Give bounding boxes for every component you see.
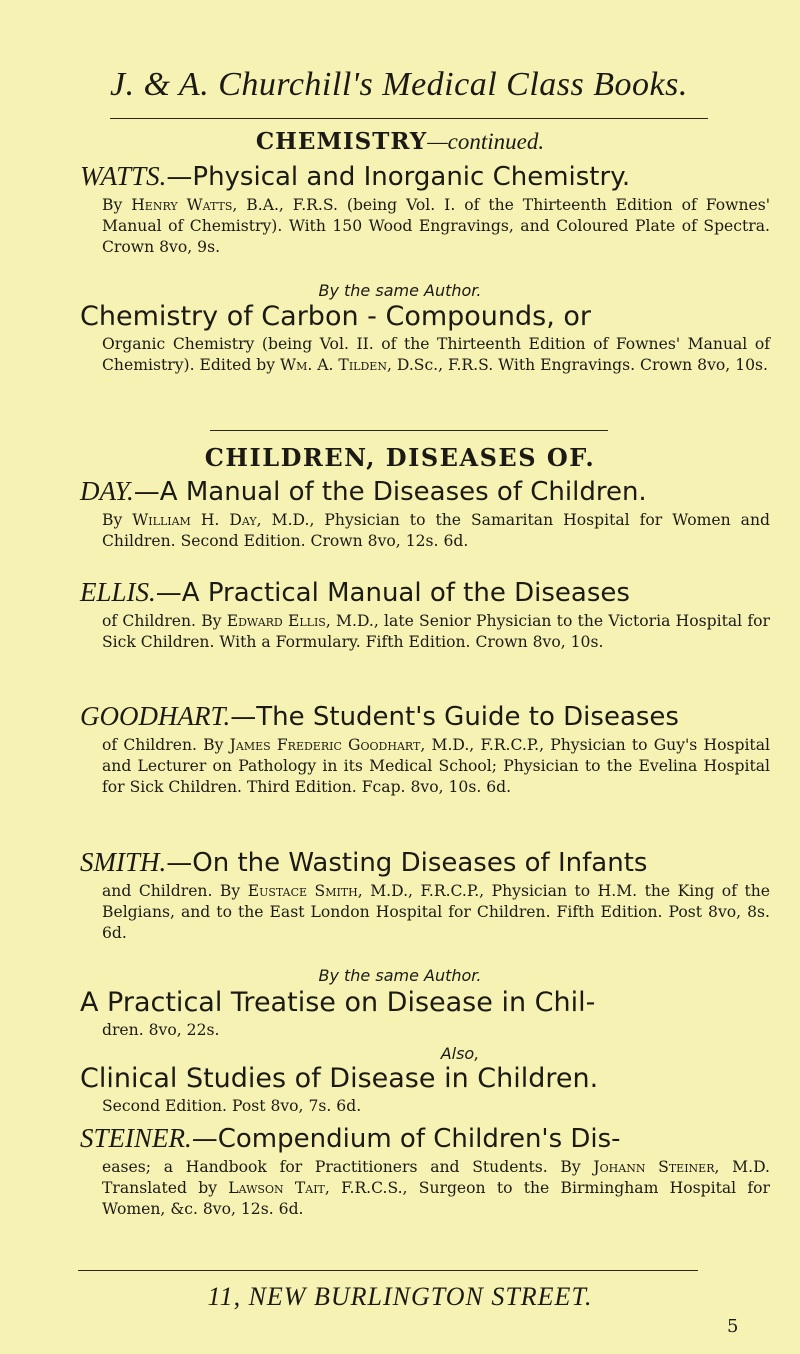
entry-ellis [80, 574, 770, 653]
top-rule [110, 118, 708, 119]
entry-title: —Physical and Inorganic Chemistry. [166, 162, 631, 192]
entry-title: A Practical Treatise on Disease in Chil- [80, 987, 596, 1018]
publisher-address: 11, NEW BURLINGTON STREET. [207, 1282, 593, 1311]
entry-description: By Henry Watts, B.A., F.R.S. (being Vol. I. of the Thirteenth Edition of Fownes' Manual of Chemistry). With 150 Wood Engravings, and Coloured Plate of Spectra. Crown 8vo, 9s. [102, 196, 771, 256]
entry-author: WATTS. [80, 161, 167, 191]
chemistry-heading: CHEMISTRY [255, 128, 428, 155]
entry-author: ELLIS. [80, 577, 156, 607]
entry-description: dren. 8vo, 22s. [102, 1021, 220, 1039]
entry-author: GOODHART. [80, 701, 231, 731]
section-heading-chemistry [0, 128, 800, 155]
entry-steiner [80, 1120, 770, 1220]
entry-description: and Children. By Eustace Smith, M.D., F.R.C.P., Physician to H.M. the King of the Belgians, and to the East London Hospital for Children. Fifth Edition. Post 8vo, 8s. 6d. [102, 882, 771, 942]
entry-description: Second Edition. Post 8vo, 7s. 6d. [102, 1097, 362, 1115]
entry-carbon-compounds [80, 300, 770, 376]
by-same-author-label: By the same Author. [318, 966, 482, 985]
entry-description: of Children. By Edward Ellis, M.D., late Senior Physician to the Victoria Hospital for Sick Children. With a Formulary. Fifth Edition. Crown 8vo, 10s. [102, 612, 770, 651]
entry-title: Chemistry of Carbon - Compounds, or [80, 301, 592, 332]
entry-title: —A Manual of the Diseases of Children. [133, 477, 647, 507]
entry-clinical-studies [80, 1062, 770, 1117]
section-heading-children: CHILDREN, DISEASES OF. [204, 443, 596, 472]
entry-description: of Children. By James Frederic Goodhart, M.D., F.R.C.P., Physician to Guy's Hospital and Lecturer on Pathology in its Medical School; Physician to the Evelina Hospital for Sick Children. Third Edition. Fcap. 8vo, 10s. 6d. [102, 736, 770, 796]
entry-smith [80, 844, 770, 944]
entry-description: Organic Chemistry (being Vol. II. of the Thirteenth Edition of Fownes' Manual of Chemistry). Edited by Wm. A. Tilden, D.Sc., F.R.S. With Engravings. Crown 8vo, 10s. [102, 335, 770, 374]
entry-title: —A Practical Manual of the Diseases [155, 578, 630, 608]
section-divider [210, 430, 608, 431]
entry-practical-treatise [80, 986, 770, 1041]
by-same-author-label: By the same Author. [318, 281, 482, 300]
bottom-rule [78, 1270, 698, 1271]
entry-title: —Compendium of Children's Dis- [191, 1124, 621, 1154]
entry-title: Clinical Studies of Disease in Children. [80, 1063, 599, 1094]
entry-watts [80, 158, 770, 258]
running-head: J. & A. Churchill's Medical Class Books. [110, 66, 688, 103]
entry-description: eases; a Handbook for Practitioners and Students. By Johann Steiner, M.D. Translated by Lawson Tait, F.R.C.S., Surgeon to the Birmingham Hospital for Women, &c. 8vo, 12s. 6d. [102, 1158, 770, 1218]
entry-day [80, 473, 770, 552]
entry-title: —The Student's Guide to Diseases [230, 702, 679, 732]
also-label: Also, [440, 1044, 480, 1063]
continued-label: —continued. [427, 129, 545, 154]
page-number: 5 [727, 1316, 739, 1337]
entry-description: By William H. Day, M.D., Physician to the Samaritan Hospital for Women and Children. Second Edition. Crown 8vo, 12s. 6d. [102, 511, 770, 550]
entry-author: STEINER. [80, 1123, 192, 1153]
entry-author: DAY. [80, 476, 134, 506]
entry-goodhart [80, 698, 770, 798]
entry-author: SMITH. [80, 847, 167, 877]
entry-title: —On the Wasting Diseases of Infants [166, 848, 648, 878]
